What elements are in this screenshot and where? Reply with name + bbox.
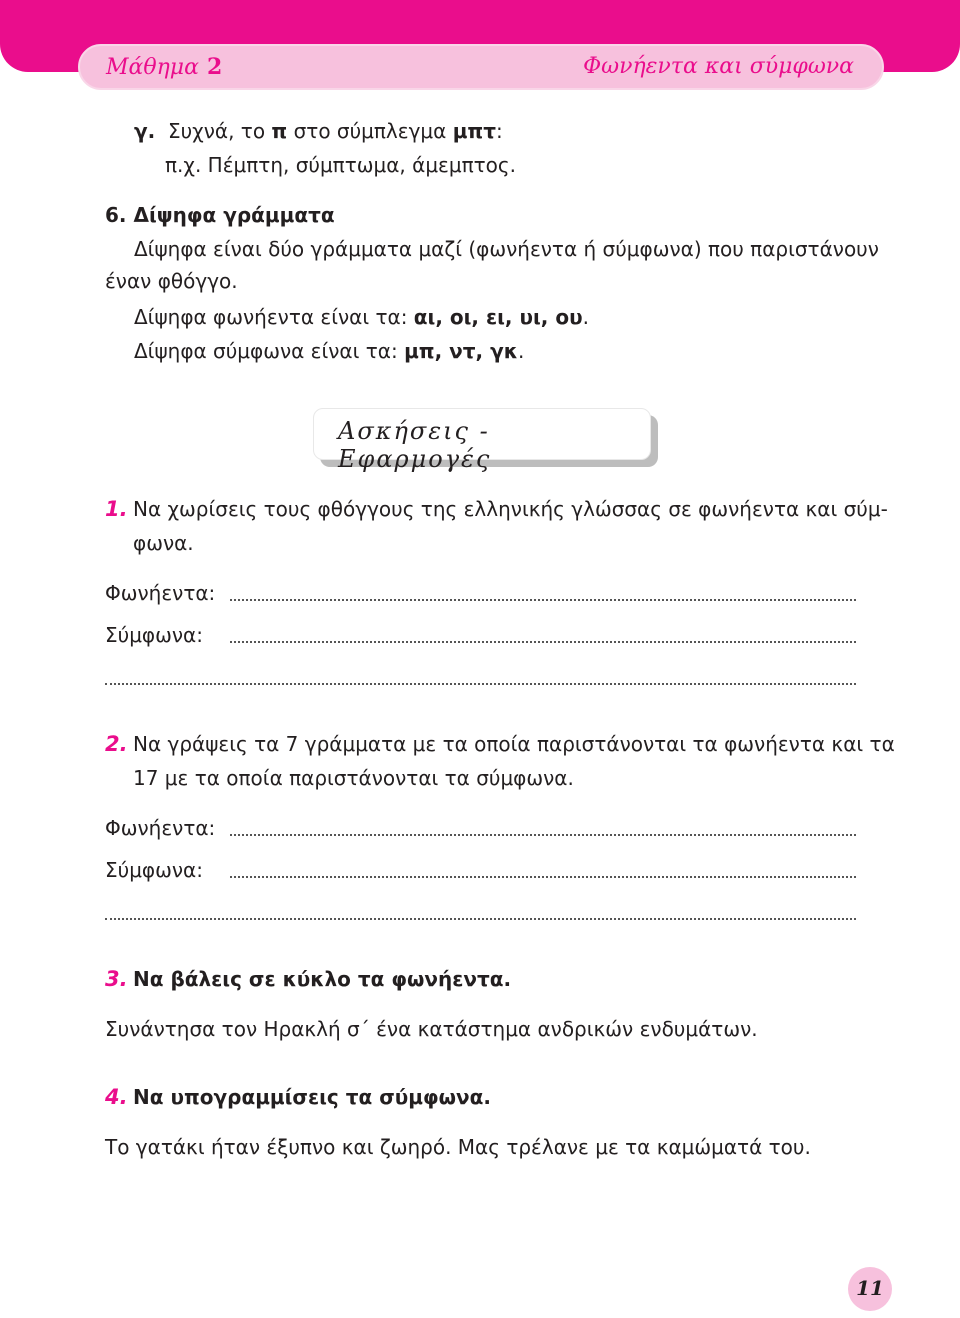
exercise-2-vowels-answer-line[interactable] [230, 834, 856, 836]
section-6-consonants [134, 338, 524, 364]
exercise-1-vowels-label: Φωνήεντα: [105, 581, 216, 605]
page-number: 11 [856, 1276, 884, 1300]
exercises-title-box [313, 408, 651, 473]
exercise-4-sentence: Το γατάκι ήταν έξυπνο και ζωηρό. Μας τρέλανε με τα καμώματά του. [105, 1135, 811, 1159]
exercise-1-consonants-answer-line[interactable] [230, 641, 856, 643]
exercise-2-instruction-cont: 17 με τα οποία παριστάνονται τα σύμφωνα. [133, 766, 574, 790]
exercise-2-number: 2. [105, 732, 128, 756]
rule-g-marker: γ. [134, 119, 156, 143]
exercise-3-number: 3. [105, 967, 128, 991]
section-6-vowels [134, 304, 589, 330]
exercises-title: Ασκήσεις - Εφαρμογές [338, 417, 492, 473]
rule-g [134, 118, 503, 144]
exercise-2-instruction: Να γράψεις τα 7 γράμματα με τα οποία παριστάνονται τα φωνήεντα και τα [133, 732, 895, 756]
exercise-1-number: 1. [105, 497, 128, 521]
exercise-1-extra-answer-line[interactable] [105, 683, 856, 685]
exercise-1-consonants-label: Σύμφωνα: [105, 623, 203, 647]
exercise-2-extra-answer-line[interactable] [105, 918, 856, 920]
period: . [517, 339, 525, 363]
digraph-consonants-list: μπ, ντ, γκ [404, 339, 518, 363]
section-6-definition-2: έναν φθόγγο. [105, 269, 238, 293]
exercise-4-number: 4. [105, 1085, 128, 1109]
exercise-1-instruction: Να χωρίσεις τους φθόγγους της ελληνικής γλώσσας σε φωνήεντα και σύμ- [133, 497, 888, 521]
lesson-number: 2 [206, 54, 223, 80]
exercise-2-consonants-label: Σύμφωνα: [105, 858, 203, 882]
rule-g-letter: π [271, 119, 288, 143]
exercise-3-sentence: Συνάντησα τον Ηρακλή σ΄ ένα κατάστημα ανδρικών ενδυμάτων. [105, 1017, 758, 1041]
exercise-2-vowels-label: Φωνήεντα: [105, 816, 216, 840]
rule-g-cluster: μπτ [452, 119, 496, 143]
rule-g-example [165, 152, 516, 178]
lesson-title [106, 54, 222, 80]
exercise-1-vowels-answer-line[interactable] [230, 599, 856, 601]
period: . [582, 305, 589, 329]
lesson-label: Μάθημα [106, 55, 199, 80]
exercise-2-consonants-answer-line[interactable] [230, 876, 856, 878]
digraph-vowels-list: αι, οι, ει, υι, ου [413, 305, 583, 329]
rule-g-text-mid: στο σύμπλεγμα [293, 119, 447, 143]
rule-g-example-text: π.χ. Πέμπτη, σύμπτωμα, άμεμπτος. [165, 153, 516, 177]
section-6-heading: 6. Δίψηφα γράμματα [105, 203, 335, 227]
page-number-badge [848, 1267, 892, 1311]
page-header [78, 44, 884, 90]
exercise-4-instruction: Να υπογραμμίσεις τα σύμφωνα. [133, 1085, 491, 1109]
lesson-topic: Φωνήεντα και σύμφωνα [583, 54, 854, 79]
rule-g-text-pre: Συχνά, το [167, 119, 266, 143]
rule-g-colon: : [496, 119, 503, 143]
section-6-definition-1: Δίψηφα είναι δύο γράμματα μαζί (φωνήεντα ή σύμφωνα) που παριστάνουν [134, 237, 879, 261]
exercise-3-instruction: Να βάλεις σε κύκλο τα φωνήεντα. [133, 967, 512, 991]
exercise-1-instruction-cont: φωνα. [133, 531, 194, 555]
digraph-consonants-label: Δίψηφα σύμφωνα είναι τα: [134, 339, 398, 363]
digraph-vowels-label: Δίψηφα φωνήεντα είναι τα: [134, 305, 408, 329]
